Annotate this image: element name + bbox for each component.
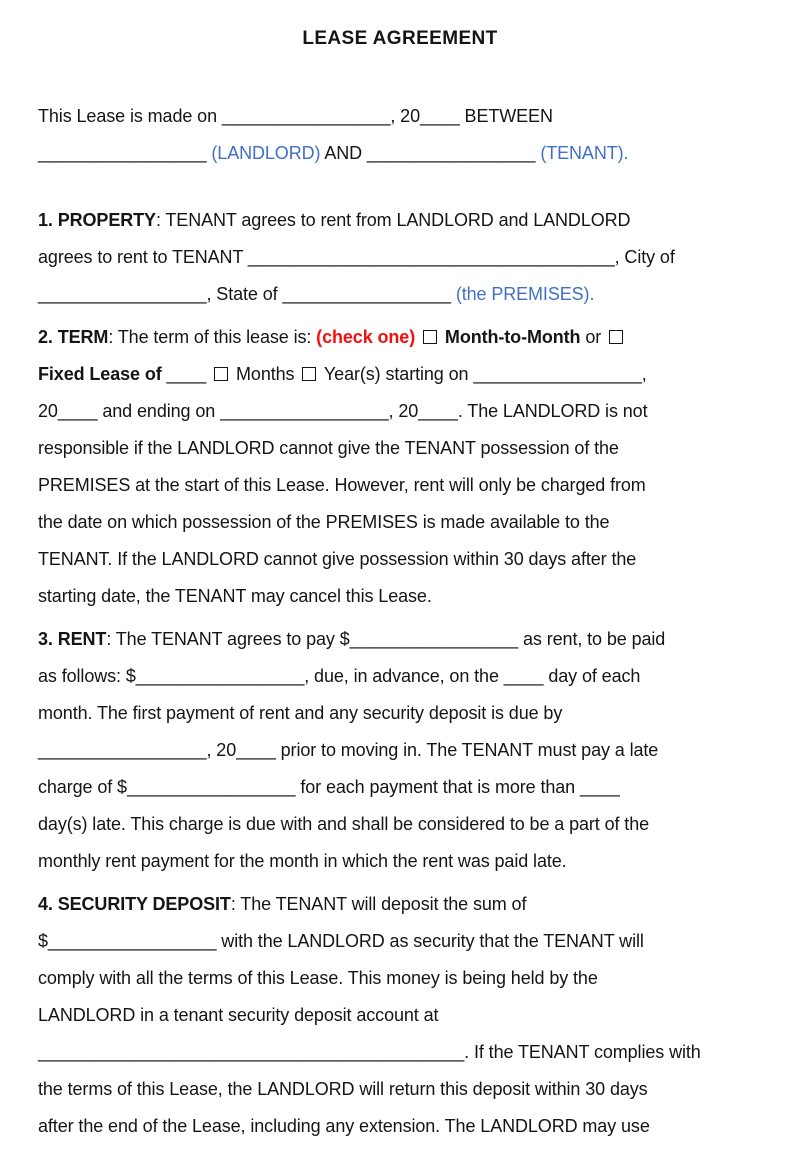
text-line xyxy=(38,135,762,172)
text-segment: : The TENANT agrees to pay $_________________ as rent, to be paid xyxy=(106,629,666,649)
text-line xyxy=(38,393,762,430)
paragraph-security-deposit xyxy=(38,886,762,1145)
text-segment: : TENANT agrees to rent from LANDLORD and LANDLORD xyxy=(155,210,631,230)
text-segment: 20____ and ending on _________________, 20____. The LANDLORD is not xyxy=(38,401,648,421)
text-segment: 2. TERM xyxy=(38,327,109,347)
paragraph-intro xyxy=(38,98,762,172)
text-line xyxy=(38,843,762,880)
text-segment: day(s) late. This charge is due with and shall be considered to be a part of the xyxy=(38,814,650,834)
text-line xyxy=(38,541,762,578)
text-line xyxy=(38,695,762,732)
checkbox-icon xyxy=(214,367,228,381)
text-line xyxy=(38,356,762,393)
text-line xyxy=(38,732,762,769)
paragraph-term xyxy=(38,319,762,615)
text-segment: or xyxy=(580,327,607,347)
text-segment: : The TENANT will deposit the sum of xyxy=(230,894,527,914)
text-line xyxy=(38,430,762,467)
text-line xyxy=(38,886,762,923)
text-line xyxy=(38,202,762,239)
text-segment: starting date, the TENANT may cancel this Lease. xyxy=(38,586,432,606)
defined-term: (TENANT). xyxy=(540,143,629,163)
text-segment: Fixed Lease of xyxy=(38,364,162,384)
checkbox-icon xyxy=(302,367,316,381)
text-segment: the terms of this Lease, the LANDLORD will return this deposit within 30 days xyxy=(38,1079,648,1099)
text-segment: This Lease is made on _________________, 20____ BETWEEN xyxy=(38,106,553,126)
text-segment: ___________________________________________. If the TENANT complies with xyxy=(38,1042,701,1062)
text-segment: TENANT. If the LANDLORD cannot give possession within 30 days after the xyxy=(38,549,637,569)
text-segment: 4. SECURITY DEPOSIT xyxy=(38,894,231,914)
text-segment xyxy=(415,327,420,347)
text-line xyxy=(38,806,762,843)
text-segment: responsible if the LANDLORD cannot give the TENANT possession of the xyxy=(38,438,619,458)
text-segment: Months xyxy=(231,364,300,384)
text-segment: $_________________ with the LANDLORD as security that the TENANT will xyxy=(38,931,644,951)
text-line xyxy=(38,621,762,658)
text-segment: LANDLORD in a tenant security deposit account at xyxy=(38,1005,439,1025)
text-line xyxy=(38,276,762,313)
text-segment: : The term of this lease is: xyxy=(108,327,317,347)
text-line xyxy=(38,578,762,615)
checkbox-icon xyxy=(423,330,437,344)
defined-term: (LANDLORD) xyxy=(211,143,321,163)
text-segment: comply with all the terms of this Lease. This money is being held by the xyxy=(38,968,598,988)
text-line xyxy=(38,98,762,135)
text-segment: charge of $_________________ for each payment that is more than ____ xyxy=(38,777,620,797)
text-segment: AND _________________ xyxy=(320,143,541,163)
text-segment: _________________, State of _________________ xyxy=(38,284,456,304)
text-segment: after the end of the Lease, including any extension. The LANDLORD may use xyxy=(38,1116,650,1136)
text-line xyxy=(38,239,762,276)
text-segment: month. The first payment of rent and any security deposit is due by xyxy=(38,703,563,723)
text-line xyxy=(38,504,762,541)
text-segment: 1. PROPERTY xyxy=(38,210,156,230)
text-segment: monthly rent payment for the month in which the rent was paid late. xyxy=(38,851,567,871)
text-segment: agrees to rent to TENANT _____________________________________, City of xyxy=(38,247,675,267)
text-segment: 3. RENT xyxy=(38,629,107,649)
text-segment: the date on which possession of the PREMISES is made available to the xyxy=(38,512,610,532)
text-line xyxy=(38,1034,762,1071)
text-segment: _________________, 20____ prior to moving in. The TENANT must pay a late xyxy=(38,740,659,760)
paragraph-property xyxy=(38,202,762,313)
text-segment: Month-to-Month xyxy=(444,327,581,347)
text-line xyxy=(38,960,762,997)
instruction-text: (check one) xyxy=(316,327,416,347)
text-segment: ____ xyxy=(161,364,212,384)
text-line xyxy=(38,997,762,1034)
text-line xyxy=(38,658,762,695)
text-line xyxy=(38,1071,762,1108)
text-segment: PREMISES at the start of this Lease. However, rent will only be charged from xyxy=(38,475,646,495)
text-line xyxy=(38,923,762,960)
document-body xyxy=(38,98,762,1145)
text-line xyxy=(38,1108,762,1145)
text-line xyxy=(38,467,762,504)
paragraph-rent xyxy=(38,621,762,880)
text-segment: _________________ xyxy=(38,143,212,163)
text-segment: Year(s) starting on _________________, xyxy=(319,364,647,384)
text-line xyxy=(38,319,762,356)
text-line xyxy=(38,769,762,806)
defined-term: (the PREMISES). xyxy=(455,284,595,304)
document-title: LEASE AGREEMENT xyxy=(302,28,498,49)
checkbox-icon xyxy=(609,330,623,344)
text-segment: as follows: $_________________, due, in advance, on the ____ day of each xyxy=(38,666,641,686)
